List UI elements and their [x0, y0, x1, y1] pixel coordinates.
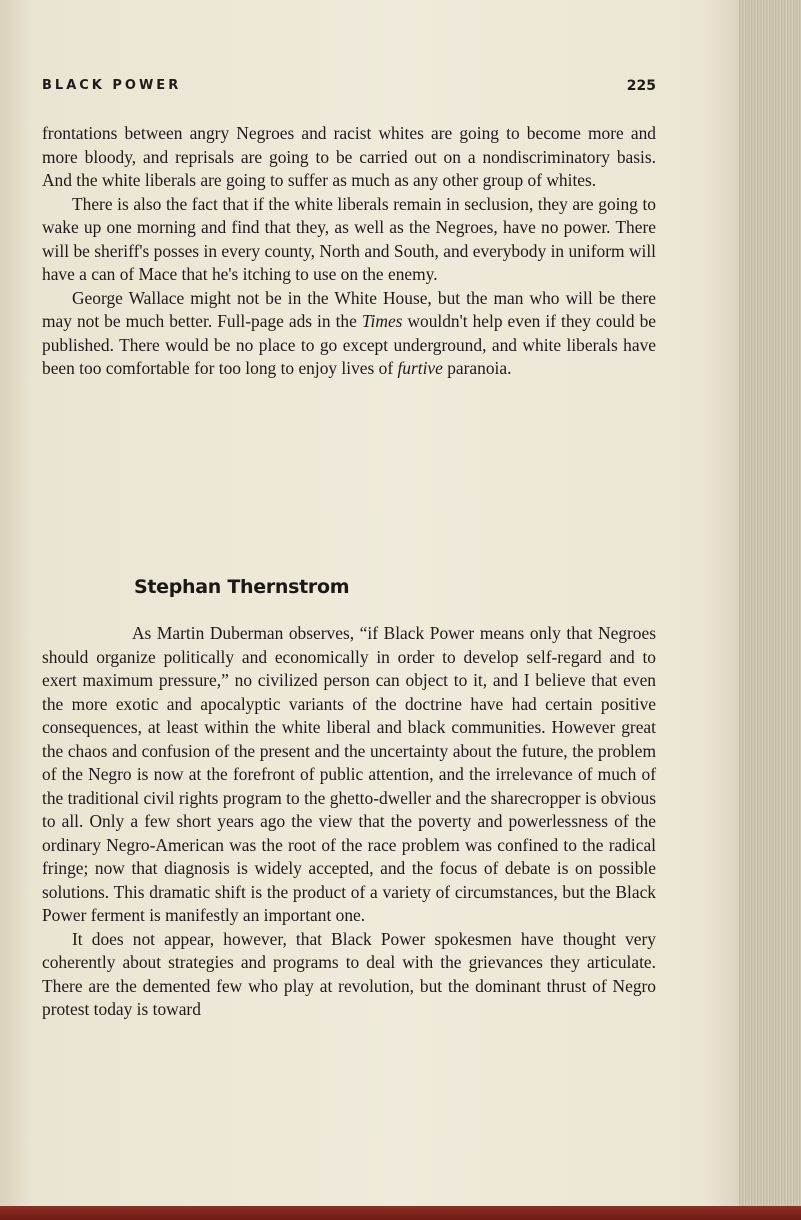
paragraph: [42, 287, 656, 381]
italic-word: furtive: [397, 358, 443, 378]
paragraph: There is also the fact that if the white liberals remain in seclusion, they are going to wake up one morning and find that they, as well as the Negroes, have no power. There will be sheriff's posses in every county, North and South, and everybody in uniform will have a can of Mace that he's itching to use on the enemy.: [42, 193, 656, 284]
author-heading: Stephan Thernstrom: [134, 576, 350, 598]
essay-continuation: [42, 122, 656, 381]
paragraph: frontations between angry Negroes and racist whites are going to become more and more bloody, and reprisals are going to be carried out on a nondiscriminatory basis. And the white liberals are going to suffer as much as any other group of whites.: [42, 123, 656, 190]
page-number: 225: [626, 78, 656, 94]
italic-title: Times: [361, 311, 403, 331]
paragraph-text: George Wallace might not be in the White House, but the man who will be there may not be much better. Full-page ads in the: [42, 287, 656, 331]
paragraph-text: paranoia.: [442, 358, 512, 378]
paragraph: It does not appear, however, that Black Power spokesmen have thought very coherently about strategies and programs to deal with the grievances they articulate. There are the demented few who play at revolution, but the dominant thrust of Negro protest today is toward: [42, 928, 656, 1019]
page-header: [42, 78, 656, 98]
cover-edge-band: [0, 1206, 801, 1220]
essay-body: [42, 622, 656, 1022]
page-edge-stack: [739, 0, 801, 1220]
paragraph-text: wouldn't help even if they could be published. There would be no place to go except underground, and white liberals have been too comfortable for too long to enjoy lives of: [42, 311, 656, 378]
running-head: BLACK POWER: [42, 78, 182, 93]
paragraph: As Martin Duberman observes, “if Black Power means only that Negroes should organize politically and economically in order to develop self-regard and to exert maximum pressure,” no civilized person can object to it, and I believe that even the more exotic and apocalyptic variants of the doctrine have had certain positive consequences, at least within the white liberal and black communities. However great the chaos and confusion of the present and the uncertainty about the future, the problem of the Negro is now at the forefront of public attention, and the irrelevance of much of the traditional civil rights program to the ghetto-dweller and the sharecropper is obvious to all. Only a few short years ago the view that the poverty and powerlessness of the ordinary Negro-American was the root of the race problem was confined to the radical fringe; now that diagnosis is widely accepted, and the focus of debate is on possible solutions. This dramatic shift is the product of a variety of circumstances, but the Black Power ferment is manifestly an important one.: [42, 623, 656, 925]
